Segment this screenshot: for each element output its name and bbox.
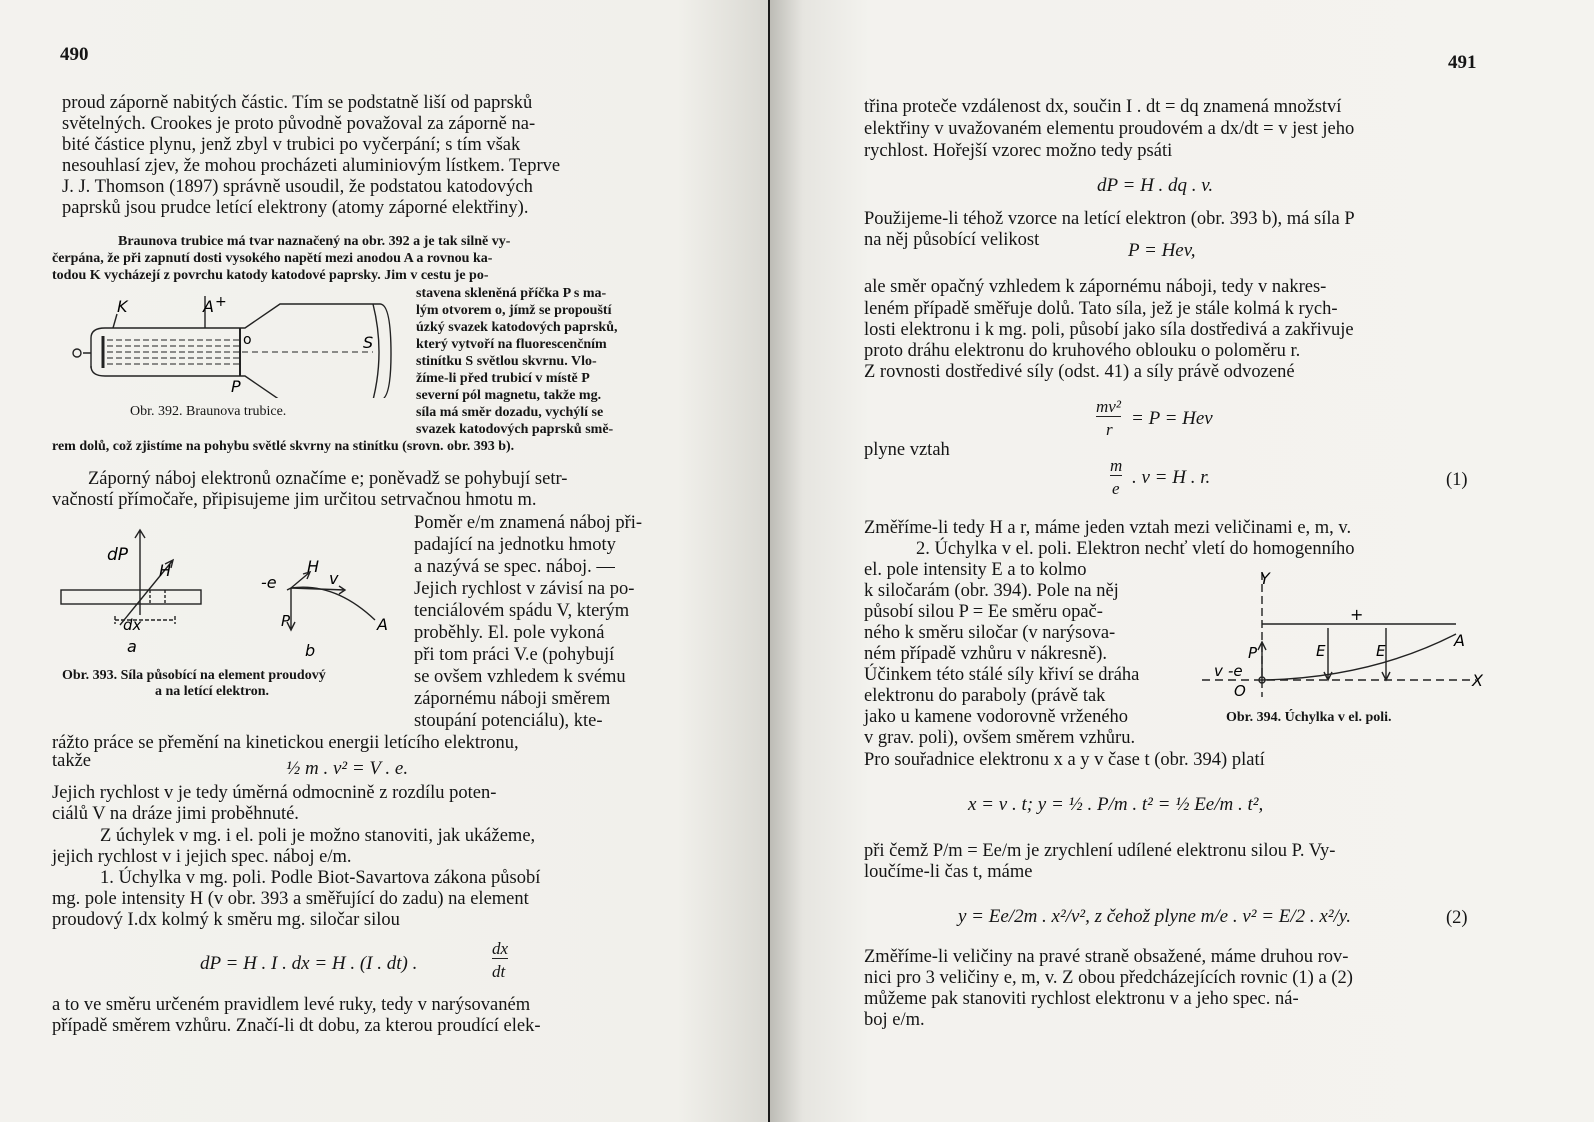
label-X: X [1472,671,1483,690]
label-S: S [363,333,374,352]
text-line: a to ve směru určeném pravidlem levé ruky, tedy v narýsovaném [52,995,531,1015]
figure-caption: a na letící elektron. [155,684,270,699]
equation-centripetal: = P = Hev [1131,408,1213,429]
page-number: 491 [1448,52,1477,73]
label-v: v [329,569,339,588]
page-number: 490 [60,44,89,65]
label-A: A [377,615,388,634]
label-v: v [1214,662,1223,680]
text-line: nesouhlasí zjev, že mohou procházeti aluminiovým lístkem. Teprve [62,156,561,176]
small-text-line: žíme-li před trubicí v místě P [416,371,590,386]
label-minus-e: -e [261,573,277,592]
equation-fraction-denominator: r [1106,420,1113,439]
text-line: ného k směru siločar (v narýsova- [864,623,1116,643]
text-line: jejich rychlost v i jejich spec. náboj e/m. [52,847,352,867]
label-Y: Y [1260,569,1270,588]
small-text-line: čerpána, že při zapnutí dosti vysokého napětí mezi anodou A a rovnou ka- [52,251,493,266]
text-line: vačností přímočaře, připisujeme jim určitou setrvačnou hmotu m. [52,490,537,510]
label-E2: E [1376,642,1386,660]
text-line: 2. Úchylka v el. poli. Elektron nechť vletí do homogenního [916,539,1355,559]
equation-dP: dP = H . dq . v. [1097,175,1214,196]
text-line: Změříme-li veličiny na pravé straně obsažené, máme druhou rov- [864,947,1349,967]
text-line: ciálů V na dráze jimi proběhnuté. [52,804,299,824]
text-line: se ovšem vzhledem k svému [414,667,626,687]
force-element-figure [55,520,405,660]
label-H: H [159,561,172,580]
text-line: Použijeme-li téhož vzorce na letící elektron (obr. 393 b), má síla P [864,209,1355,229]
text-line: jako u kamene vodorovně vrženého [864,707,1129,727]
label-a: a [127,637,137,656]
label-E1: E [1316,642,1326,660]
text-line: Změříme-li tedy H a r, máme jeden vztah mezi veličinami e, m, v. [864,518,1352,538]
text-line: takže [52,751,92,771]
text-line: Záporný náboj elektronů označíme e; poněvadž se pohybují setr- [88,469,568,489]
text-line: proběhly. El. pole vykoná [414,623,605,643]
text-line: nici pro 3 veličiny e, m, v. Z obou předcházejících rovnic (1) a (2) [864,968,1353,988]
text-line: losti elektronu i k mg. poli, působí jako síla dostředivá a zakřivuje [864,320,1354,340]
equation-2: y = Ee/2m . x²/v², z čehož plyne m/e . v² = E/2 . x²/y. [958,906,1351,927]
text-line: proud záporně nabitých částic. Tím se podstatně liší od paprsků [62,93,533,113]
text-line: Z úchylek v mg. i el. poli je možno stanoviti, jak ukážeme, [100,826,536,846]
text-line: 1. Úchylka v mg. poli. Podle Biot-Savartova zákona působí [100,868,541,888]
label-o: o [243,332,252,348]
figure-caption: Obr. 392. Braunova trubice. [130,404,287,419]
text-line: loučíme-li čas t, máme [864,862,1033,882]
label-P: P [1248,644,1258,662]
text-line: ném případě vzhůru v nákresně). [864,644,1107,664]
text-line: stoupání potenciálu), kte- [414,711,603,731]
text-line: působí silou P = Ee směru opač- [864,602,1103,622]
text-line: Jejich rychlost v je tedy úměrná odmocnině z rozdílu poten- [52,783,497,803]
text-line: případě směrem vzhůru. Značí-li dt dobu, za kterou proudící elek- [52,1016,541,1036]
text-line: paprsků jsou prudce letící elektrony (atomy záporné elektřiny). [62,198,529,218]
small-text-line: stavena skleněná příčka P s ma- [416,286,607,301]
text-line: padající na jednotku hmoty [414,535,616,555]
equation-fraction-numerator: mv² [1096,397,1121,416]
label-b: b [305,641,316,660]
label-dx: dx [123,616,142,634]
right-page [770,0,1594,1122]
label-H-b: H [307,557,320,576]
small-text-line: Braunova trubice má tvar naznačený na obr. 392 a je tak silně vy- [118,234,511,249]
equation-fraction-denominator: dt [492,962,506,981]
text-line: Účinkem této stálé síly křiví se dráha [864,665,1140,685]
small-text-line: síla má směr dozadu, vychýlí se [416,405,604,420]
text-line: třina proteče vzdálenost dx, součin I . dt = dq znamená množství [864,97,1342,117]
text-line: bité částice plynu, jenž zbyl v trubici po vyčerpání; s tím však [62,135,521,155]
small-text-line: lým otvorem o, jímž se propouští [416,303,612,318]
label-P: P [281,612,291,630]
text-line: elektronu do paraboly (právě tak [864,686,1106,706]
text-line: v grav. poli), ovšem směrem vzhůru. [864,728,1136,748]
equation-fraction-denominator: e [1112,479,1120,498]
small-text-line: severní pól magnetu, takže mg. [416,388,602,403]
text-line: Poměr e/m znamená náboj při- [414,513,643,533]
text-line: mg. pole intensity H (v obr. 393 a směřující do zadu) na element [52,889,529,909]
text-line: proto dráhu elektronu do kruhového oblouku o poloměru r. [864,341,1301,361]
text-line: leném případě směřuje dolů. Tato síla, jež je stále kolmá k rych- [864,299,1338,319]
equation-fraction-numerator: m [1110,456,1123,475]
small-text-line: stinítku S světlou skvrnu. Vlo- [416,354,597,369]
left-page [0,0,770,1122]
text-line: při tom práci V.e (pohybují [414,645,615,665]
label-P: P [231,377,241,396]
label-plus: + [215,294,227,310]
text-line: tenciálovém spádu V, kterým [414,601,630,621]
text-line: J. J. Thomson (1897) správně usoudil, že podstatou katodových [62,177,533,197]
label-A: A [1454,631,1465,650]
equation-biot-savart: dP = H . I . dx = H . (I . dt) . [200,953,418,974]
equation-number: (2) [1446,908,1468,928]
electric-deflection-figure [1200,562,1490,702]
text-line: ale směr opačný vzhledem k zápornému náboji, tedy v nakres- [864,277,1327,297]
text-line: proudový I.dx kolmý k směru mg. siločar silou [52,910,400,930]
text-line: Z rovnosti dostředivé síly (odst. 41) a síly právě odvozené [864,362,1295,382]
equation-kinetic: ½ m . v² = V . e. [286,758,409,779]
text-line: světelných. Crookes je proto původně považoval za záporně na- [62,114,536,134]
figure-caption: Obr. 394. Úchylka v el. poli. [1226,710,1392,725]
text-line: elektřiny v uvažovaném elementu proudovém a dx/dt = v jest jeho [864,119,1355,139]
braun-tube-figure [55,288,400,398]
small-text-line: který vytvoří na fluorescenčním [416,337,607,352]
small-text-line: todou K vycházejí z povrchu katody katodové paprsky. Jim v cestu je po- [52,268,489,283]
text-line: k siločarám (obr. 394). Pole na něj [864,581,1119,601]
equation-fraction-numerator: dx [492,939,509,958]
figure-caption: Obr. 393. Síla působící na element proudový [62,668,326,683]
text-line: při čemž P/m = Ee/m je zrychlení udílené elektronu silou P. Vy- [864,841,1336,861]
label-K: K [117,297,128,316]
label-plus: + [1350,605,1364,624]
text-line: rychlost. Hořejší vzorec možno tedy psáti [864,141,1173,161]
text-line: plyne vztah [864,440,950,460]
text-line: zápornému náboji směrem [414,689,611,709]
text-line: a nazývá se spec. náboj. — [414,557,615,577]
label-O: O [1234,682,1246,700]
small-text-line: rem dolů, což zjistíme na pohybu světlé skvrny na stinítku (srovn. obr. 393 b). [52,439,515,454]
text-line: boj e/m. [864,1010,925,1030]
small-text-line: svazek katodových paprsků smě- [416,422,614,437]
text-line: Jejich rychlost v závisí na po- [414,579,635,599]
equation-coordinates: x = v . t; y = ½ . P/m . t² = ½ Ee/m . t², [968,794,1264,815]
label-A: A [203,297,214,316]
text-line: na něj působící velikost [864,230,1040,250]
equation-P-Hev: P = Hev, [1128,240,1196,261]
text-line: Pro souřadnice elektronu x a y v čase t (obr. 394) platí [864,750,1265,770]
text-line: rážto práce se přemění na kinetickou energii letícího elektronu, [52,733,519,753]
equation-1: . v = H . r. [1132,467,1211,488]
equation-number: (1) [1446,470,1468,490]
text-line: el. pole intensity E a to kolmo [864,560,1087,580]
label-minus-e: -e [1228,662,1243,680]
label-dP: dP [107,545,129,565]
small-text-line: úzký svazek katodových paprsků, [416,320,618,335]
text-line: můžeme pak stanoviti rychlost elektronu v a jeho spec. ná- [864,989,1299,1009]
